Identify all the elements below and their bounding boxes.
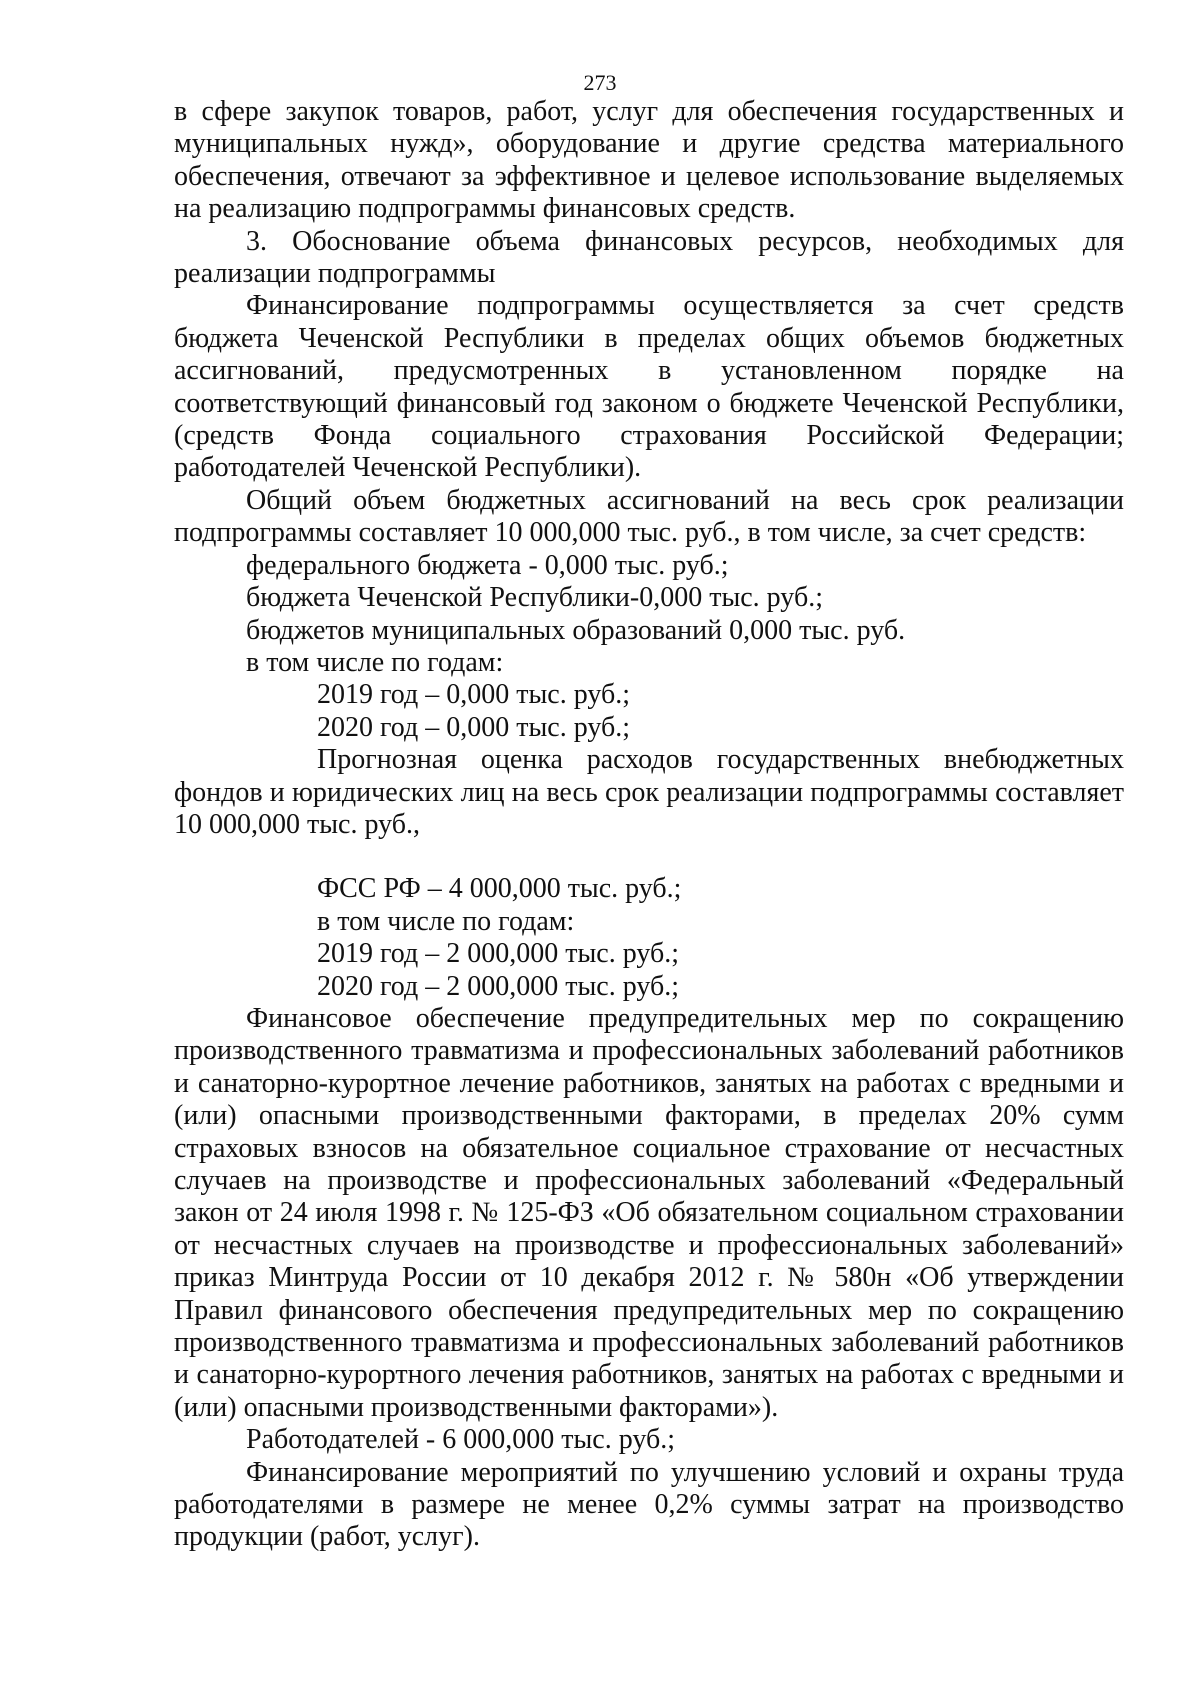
- list-item-municipal-budget: бюджетов муниципальных образований 0,000 тыс. руб.: [246, 614, 906, 646]
- paragraph-preventive-measures: Финансовое обеспечение предупредительных мер по сокращению производственного травматизма и профессиональных заболеваний работников и санаторно-курортное лечение работников, занятых на работах с вредными и (или) опасными производственными факторами, в пределах 20% сумм страховых взносов на обязательное социальное страхование от несчастных случаев на производстве и профессиональных заболеваний «Федеральный закон от 24 июля 1998 г. № 125-ФЗ «Об обязательном социальном страховании от несчастных случаев на производстве и профессиональных заболеваний» приказ Минтруда России от 10 декабря 2012 г. № 580н «Об утверждении Правил финансового обеспечения предупредительных мер по сокращению производственного травматизма и профессиональных заболеваний работников и санаторно-курортного лечения работников, занятых на работах с вредными и (или) опасными производственными факторами»).: [174, 1002, 1124, 1423]
- paragraph-forecast: Прогнозная оценка расходов государственных внебюджетных фондов и юридических лиц на весь срок реализации подпрограммы составляет 10 000,000 тыс. руб.,: [174, 744, 1124, 840]
- paragraph-procurement: в сфере закупок товаров, работ, услуг для обеспечения государственных и муниципальных нужд», оборудование и другие средства материального обеспечения, отвечают за эффективное и целевое использование выделяемых на реализацию подпрограммы финансовых средств.: [174, 96, 1124, 225]
- list-item-fss-by-years: в том числе по годам:: [317, 905, 575, 937]
- page-number: 273: [583, 70, 617, 95]
- list-item-republic-budget: бюджета Чеченской Республики-0,000 тыс. руб.;: [246, 582, 823, 614]
- list-item-year-2019: 2019 год – 0,000 тыс. руб.;: [317, 679, 630, 711]
- paragraph-labor-protection: Финансирование мероприятий по улучшению условий и охраны труда работодателями в размере не менее 0,2% суммы затрат на производство продукции (работ, услуг).: [174, 1456, 1124, 1553]
- list-item-fss: ФСС РФ – 4 000,000 тыс. руб.;: [317, 873, 682, 905]
- document-body: [174, 96, 1124, 1554]
- list-item-fss-2019: 2019 год – 2 000,000 тыс. руб.;: [317, 938, 679, 970]
- spacer: [174, 841, 1124, 873]
- paragraph-total-volume: Общий объем бюджетных ассигнований на весь срок реализации подпрограммы составляет 10 000,000 тыс. руб., в том числе, за счет средств:: [174, 484, 1124, 549]
- section-heading-3: 3. Обоснование объема финансовых ресурсов, необходимых для реализации подпрограммы: [174, 225, 1124, 290]
- paragraph-employers: Работодателей - 6 000,000 тыс. руб.;: [246, 1424, 676, 1456]
- list-item-federal-budget: федерального бюджета - 0,000 тыс. руб.;: [246, 549, 729, 581]
- paragraph-financing-source: Финансирование подпрограммы осуществляется за счет средств бюджета Чеченской Республики в пределах общих объемов бюджетных ассигнований, предусмотренных в установленном порядке на соответствующий финансовый год законом о бюджете Чеченской Республики, (средств Фонда социального страхования Российской Федерации; работодателей Чеченской Республики).: [174, 290, 1124, 484]
- list-item-fss-2020: 2020 год – 2 000,000 тыс. руб.;: [317, 970, 679, 1002]
- list-item-by-years: в том числе по годам:: [246, 646, 504, 678]
- list-item-year-2020: 2020 год – 0,000 тыс. руб.;: [317, 711, 630, 743]
